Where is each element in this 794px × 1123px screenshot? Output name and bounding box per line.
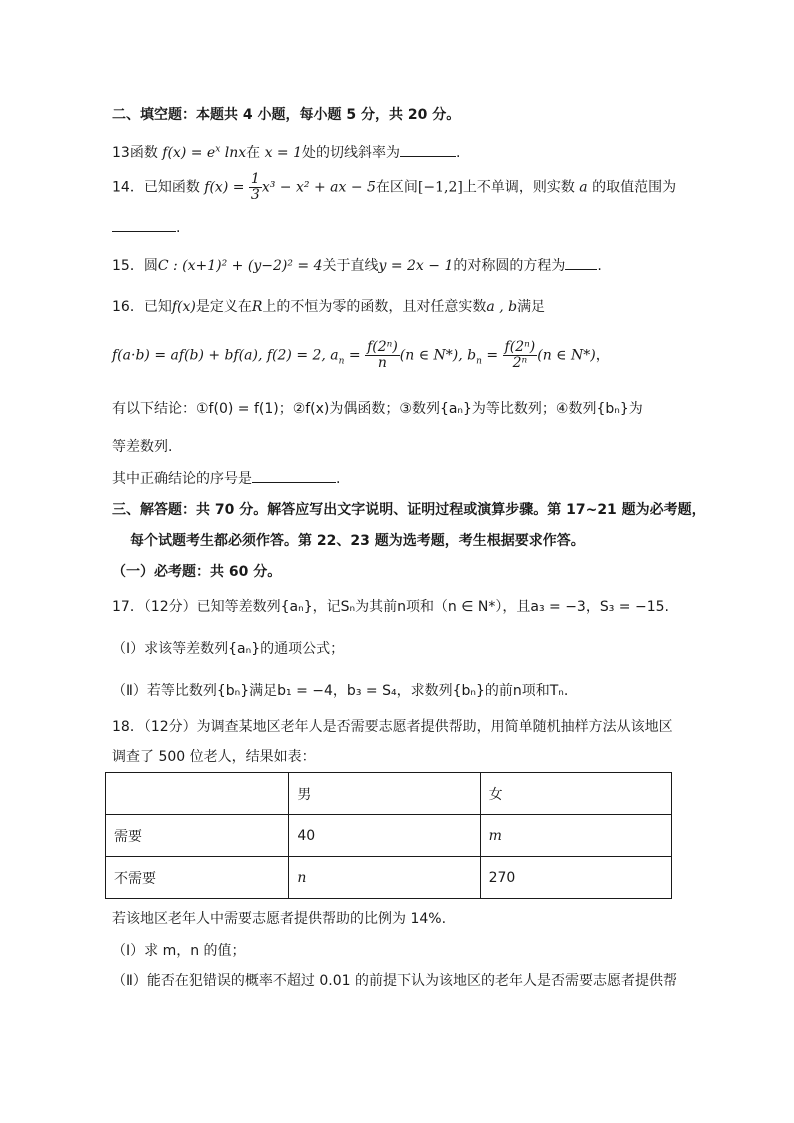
q16-fraction-1: $\frac{\text{f(2ⁿ)}}{n}$: [367, 339, 398, 371]
table-cell: n: [289, 857, 480, 899]
q18-part-1: （Ⅰ）求 m，n 的值；: [112, 943, 246, 959]
table-header-cell: 男: [289, 773, 480, 815]
q15-answer-blank[interactable]: [565, 257, 597, 270]
table-cell: m: [480, 815, 671, 857]
q16-ask: [112, 468, 340, 488]
q14-var: a: [579, 179, 588, 196]
q14-number: 14．: [112, 179, 144, 196]
q16-eq2: =: [481, 347, 499, 364]
q18-part-2: （Ⅱ）能否在犯错误的概率不超过 0.01 的前提下认为该地区的老年人是否需要志愿者提供帮: [112, 973, 677, 989]
q14-interval: [−1,2]: [417, 179, 463, 196]
q15-prefix: 圆: [143, 258, 158, 274]
question-17: 17．（12分）已知等差数列{aₙ}，记Sₙ为其前n项和（n ∈ N*），且a₃ = −3，S₃ = −15.: [112, 599, 669, 615]
q14-suffix: 的取值范围为: [592, 179, 677, 196]
q16-fraction-2: $\frac{\text{f(2ⁿ)}}{\text{2ⁿ}}$: [504, 339, 536, 371]
q16-answer-blank[interactable]: [252, 470, 336, 483]
q13-condition: x = 1: [264, 145, 303, 161]
section-3-sub: （一）必考题：共 60 分。: [112, 564, 282, 580]
section-3-heading-1: 三、解答题：共 70 分。解答应写出文字说明、证明过程或演算步骤。第 17~21 题为必考题，: [112, 502, 706, 518]
q16-formula-end: ，: [595, 347, 610, 364]
q16-formula-left: f(a·b) = af(b) + bf(a), f(2) = 2, a: [112, 347, 339, 364]
q16-ask-text: 其中正确结论的序号是: [112, 471, 252, 487]
q15-suffix: 的对称圆的方程为: [453, 258, 566, 274]
q14-answer-line: [112, 219, 180, 236]
q16-intro-d: 满足: [517, 299, 546, 315]
q17-part-1: （Ⅰ）求该等差数列{aₙ}的通项公式；: [112, 641, 345, 657]
table-header-row: [106, 773, 672, 815]
q14-mid2: 上不单调，则实数: [462, 179, 575, 196]
q17-part-2: （Ⅱ）若等比数列{bₙ}满足b₁ = −4，b₃ = S₄，求数列{bₙ}的前n项和Tₙ.: [112, 683, 569, 699]
q13-function: $f(x) = e^x$ lnx: [162, 144, 247, 161]
q16-cond-2: (n ∈ N*): [537, 347, 596, 364]
survey-table: [105, 772, 672, 899]
q16-R: R: [251, 299, 263, 315]
table-header-cell: [106, 773, 289, 815]
q16-ask-end: .: [336, 471, 341, 487]
table-cell: 需要: [106, 815, 289, 857]
q16-fx: f(x): [171, 299, 196, 315]
question-14: [112, 172, 676, 203]
q14-prefix: 已知函数: [143, 179, 200, 196]
q18-after-table: 若该地区老年人中需要志愿者提供帮助的比例为 14%.: [112, 911, 447, 927]
q14-fx: f(x) =: [204, 179, 245, 196]
q13-number: 13: [112, 145, 130, 161]
question-16: [112, 296, 545, 316]
q14-fraction: $\frac{1}{3}$: [250, 171, 260, 203]
table-cell: 不需要: [106, 857, 289, 899]
q15-end: .: [597, 258, 602, 274]
section-2-heading: 二、填空题：本题共 4 小题，每小题 5 分，共 20 分。: [112, 107, 461, 123]
question-13: [112, 142, 460, 162]
q13-answer-blank[interactable]: [400, 144, 456, 157]
q16-intro-b: 是定义在: [195, 299, 252, 315]
question-15: [112, 255, 602, 275]
q13-suffix: 处的切线斜率为: [302, 145, 401, 161]
q15-circle: C : (x+1)² + (y−2)² = 4: [157, 258, 323, 274]
table-header-cell: 女: [480, 773, 671, 815]
q14-polynomial: x³ − x² + ax − 5: [261, 179, 376, 196]
question-18: 18．（12分）为调查某地区老年人是否需要志愿者提供帮助，用简单随机抽样方法从该地区: [112, 719, 673, 735]
q16-b-sub: n: [476, 356, 482, 367]
table-row: [106, 857, 672, 899]
q16-number: 16．: [112, 299, 144, 315]
q16-a-sub: n: [338, 356, 345, 367]
q13-end: .: [456, 145, 461, 161]
q14-end: .: [176, 220, 181, 236]
q16-formula: [112, 340, 610, 371]
q16-conclusions: 有以下结论：①f(0) = f(1)；②f(x)为偶函数；③数列{aₙ}为等比数列；④数列{bₙ}为: [112, 401, 643, 417]
q16-cond-1: (n ∈ N*), b: [399, 347, 477, 364]
q13-prefix: 函数: [129, 145, 158, 161]
q16-conclusions-2: 等差数列.: [112, 439, 173, 455]
table-row: [106, 815, 672, 857]
q15-line: y = 2x − 1: [378, 258, 454, 274]
q14-mid: 在区间: [375, 179, 418, 196]
q15-number: 15．: [112, 258, 144, 274]
q13-mid: 在: [246, 145, 261, 161]
table-cell: 270: [480, 857, 671, 899]
section-3-heading-2: 每个试题考生都必须作答。第 22、23 题为选考题，考生根据要求作答。: [130, 533, 585, 549]
q16-intro-c: 上的不恒为零的函数，且对任意实数: [262, 299, 487, 315]
table-cell: 40: [289, 815, 480, 857]
q14-answer-blank[interactable]: [112, 219, 176, 232]
q16-intro-a: 已知: [143, 299, 172, 315]
q16-eq: =: [344, 347, 361, 364]
q15-mid: 关于直线: [322, 258, 379, 274]
q16-ab: a , b: [486, 299, 518, 315]
q18-line-2: 调查了 500 位老人，结果如表：: [112, 749, 316, 765]
